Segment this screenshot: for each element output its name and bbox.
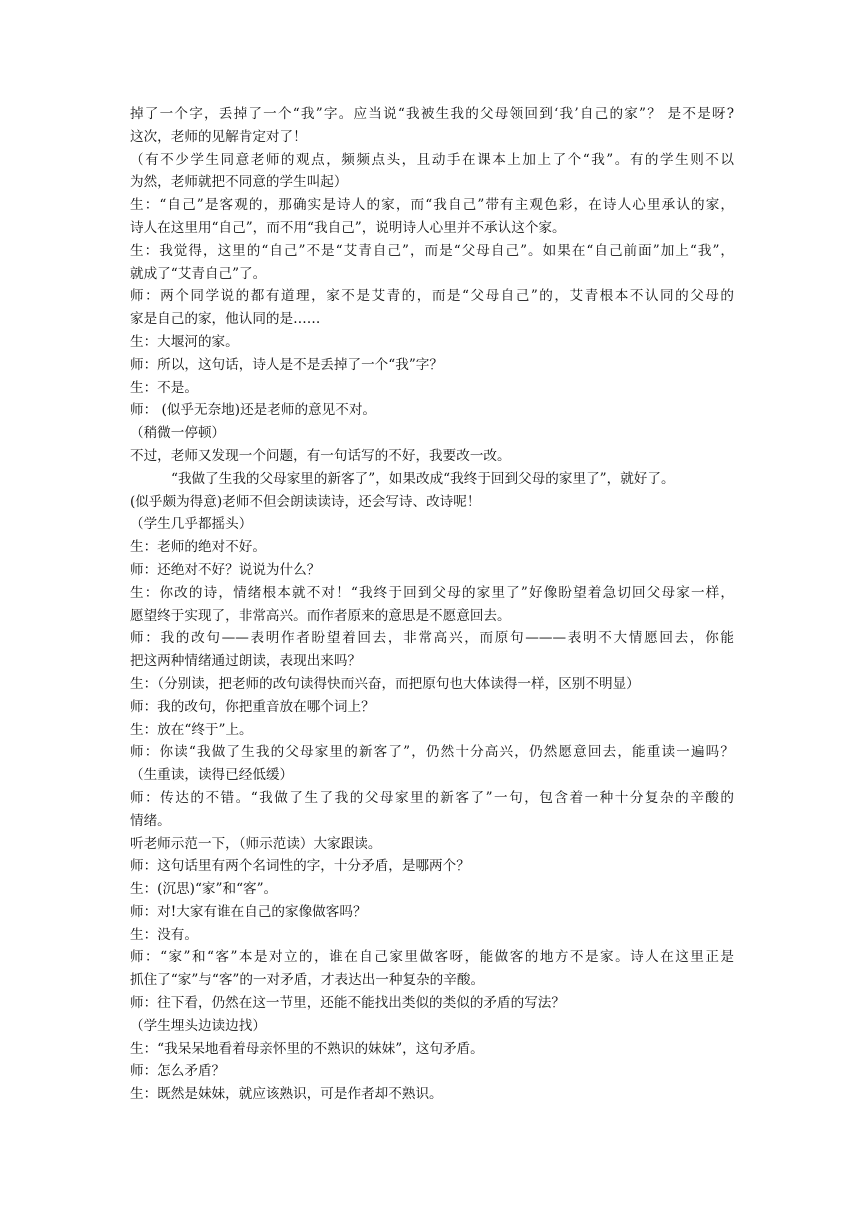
text-line: 生：“自己”是客观的，那确实是诗人的家，而“我自己”带有主观色彩，在诗人心里承认的家， bbox=[130, 197, 734, 214]
text-line: 家是自己的家，他认同的是…… bbox=[130, 311, 321, 328]
text-line: 把这两种情绪通过朗读，表现出来吗？ bbox=[130, 653, 362, 670]
text-line: 生：大堰河的家。 bbox=[130, 333, 239, 350]
text-line: 生：没有。 bbox=[130, 926, 198, 943]
text-line: 师：还绝对不好？说说为什么？ bbox=[130, 561, 321, 578]
text-line: 师：我的改句——表明作者盼望着回去，非常高兴，而原句———表明不大情愿回去，你能 bbox=[130, 630, 734, 647]
text-line: 为然，老师就把不同意的学生叫起） bbox=[130, 174, 348, 191]
text-line: 师：“家”和“客”本是对立的，谁在自己家里做客呀，能做客的地方不是家。诗人在这里正是 bbox=[130, 949, 734, 966]
text-line: （学生埋头边读边找） bbox=[130, 1017, 266, 1034]
text-line: 不过，老师又发现一个问题，有一句话写的不好，我要改一改。 bbox=[130, 447, 511, 464]
text-line: 师：这句话里有两个名词性的字，十分矛盾，是哪两个？ bbox=[130, 858, 470, 875]
text-line: 生：放在“终于”上。 bbox=[130, 721, 253, 738]
text-line: 生：你改的诗，情绪根本就不对！“我终于回到父母的家里了”好像盼望着急切回父母家一样， bbox=[130, 584, 734, 601]
text-line: 师：所以，这句话，诗人是不是丢掉了一个“我”字？ bbox=[130, 356, 443, 373]
text-line: 生：我觉得，这里的“自己”不是“艾青自己”，而是“父母自己”。如果在“自己前面”加上“我”， bbox=[130, 242, 734, 259]
text-line: 诗人在这里用“自己”，而不用“我自己”，说明诗人心里并不承认这个家。 bbox=[130, 219, 566, 236]
document-page bbox=[130, 103, 734, 1106]
text-line: 师：我的改句，你把重音放在哪个词上？ bbox=[130, 698, 375, 715]
text-line: 师：往下看，仍然在这一节里，还能不能找出类似的类似的矛盾的写法？ bbox=[130, 995, 565, 1012]
text-line: （稍微一停顿） bbox=[130, 425, 226, 442]
text-line: 生：老师的绝对不好。 bbox=[130, 539, 266, 556]
text-line: 生：（分别读，把老师的改句读得快而兴奋，而把原句也大体读得一样，区别不明显） bbox=[130, 675, 640, 692]
text-line: 就成了“艾青自己”了。 bbox=[130, 265, 267, 282]
text-line: （生重读，读得已经低缓） bbox=[130, 767, 294, 784]
text-line: 师：两个同学说的都有道理，家不是艾青的，而是“父母自己”的，艾青根本不认同的父母的 bbox=[130, 288, 734, 305]
text-line: 这次，老师的见解肯定对了！ bbox=[130, 128, 307, 145]
text-line: 师： (似乎无奈地)还是老师的意见不对。 bbox=[130, 402, 377, 419]
text-line: 生：既然是妹妹，就应该熟识，可是作者却不熟识。 bbox=[130, 1086, 443, 1103]
text-line: 愿望终于实现了，非常高兴。而作者原来的意思是不愿意回去。 bbox=[130, 607, 511, 624]
text-line: （有不少学生同意老师的观点，频频点头，且动手在课本上加上了个“我”。有的学生则不以 bbox=[130, 151, 734, 168]
text-line: (似乎颇为得意)老师不但会朗读读诗，还会写诗、改诗呢！ bbox=[130, 493, 481, 510]
text-line: 听老师示范一下，（师示范读）大家跟读。 bbox=[130, 835, 382, 852]
text-line: 掉了一个字，丢掉了一个“我”字。应当说“我被生我的父母领回到‘我’自己的家”？ 是不是呀? bbox=[130, 106, 734, 122]
text-line: “我做了生我的父母家里的新客了”，如果改成“我终于回到父母的家里了”，就好了。 bbox=[171, 470, 675, 487]
text-line: 师：你读“我做了生我的父母家里的新客了”，仍然十分高兴，仍然愿意回去，能重读一遍吗？ bbox=[130, 744, 734, 761]
text-line: 抓住了“家”与“客”的一对矛盾，才表达出一种复杂的辛酸。 bbox=[130, 972, 485, 989]
text-line: 师：怎么矛盾？ bbox=[130, 1063, 226, 1080]
text-line: 生：不是。 bbox=[130, 379, 198, 396]
text-line: 师：对!大家有谁在自己的家像做客吗？ bbox=[130, 903, 367, 920]
text-line: （学生几乎都摇头） bbox=[130, 516, 253, 533]
text-line: 生：“我呆呆地看着母亲怀里的不熟识的妹妹”，这句矛盾。 bbox=[130, 1040, 484, 1057]
text-line: 情绪。 bbox=[130, 812, 171, 829]
text-line: 师：传达的不错。“我做了生了我的父母家里的新客了”一句，包含着一种十分复杂的辛酸的 bbox=[130, 789, 734, 806]
text-line: 生：(沉思)“家”和“客”。 bbox=[130, 881, 278, 898]
